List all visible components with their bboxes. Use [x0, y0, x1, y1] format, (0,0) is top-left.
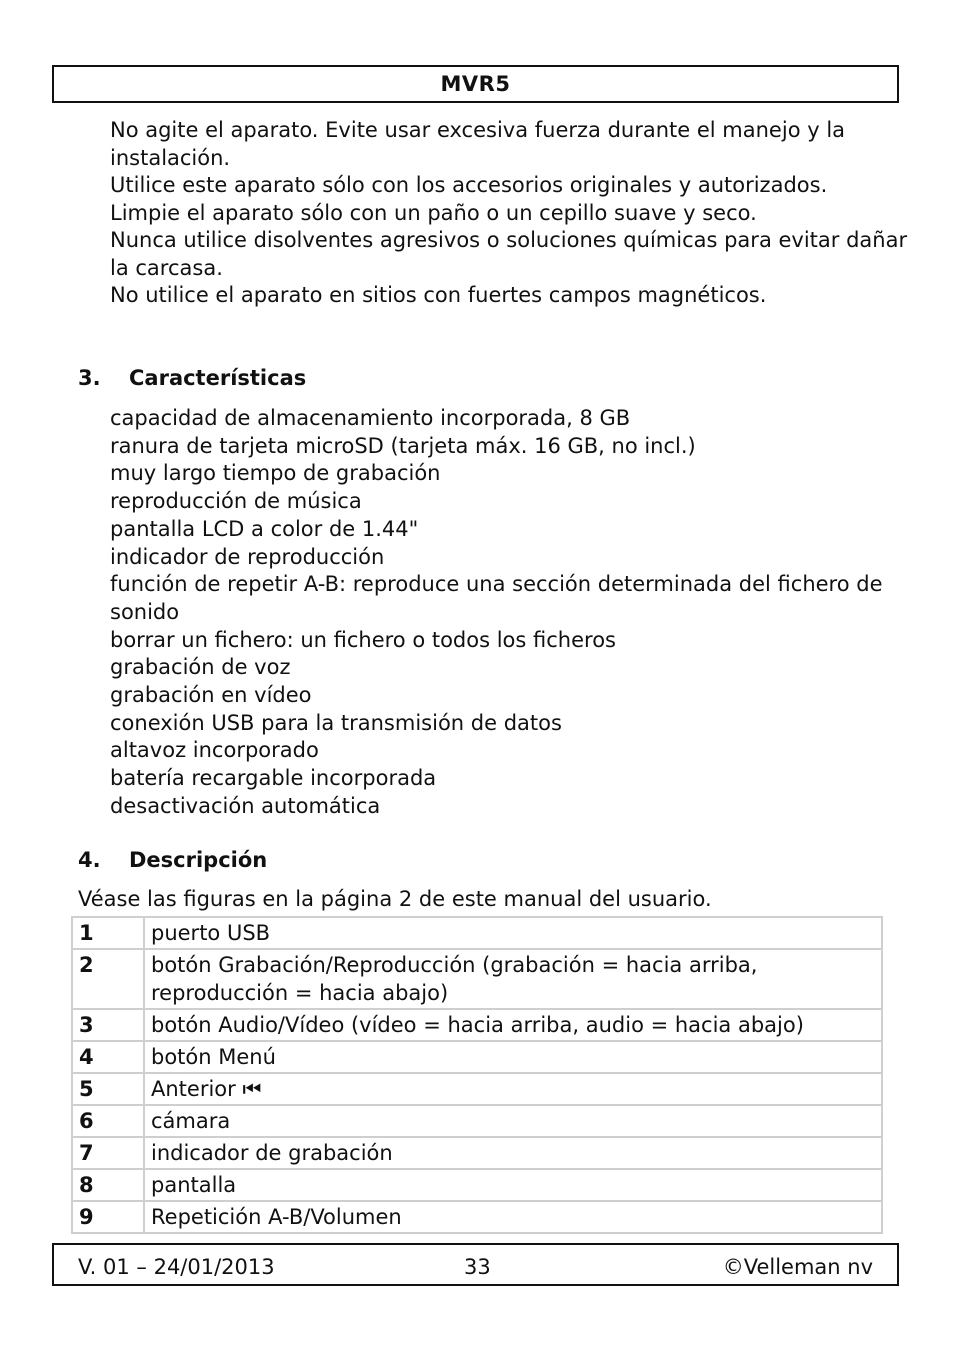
features-list — [110, 405, 900, 821]
parts-table — [71, 916, 883, 1234]
table-row — [72, 1169, 882, 1201]
safety-notes — [110, 117, 910, 310]
part-label: puerto USB — [144, 917, 882, 949]
feature-item: pantalla LCD a color de 1.44" — [110, 516, 419, 541]
part-number: 2 — [72, 949, 144, 1009]
page-footer — [52, 1243, 899, 1286]
section-title: Características — [129, 366, 307, 390]
table-row — [72, 1137, 882, 1169]
section-heading-features — [78, 366, 306, 390]
feature-item: capacidad de almacenamiento incorporada, 8 GB — [110, 406, 631, 430]
safety-note: Limpie el aparato sólo con un paño o un cepillo suave y seco. — [110, 200, 757, 225]
part-number: 4 — [72, 1041, 144, 1073]
part-number: 6 — [72, 1105, 144, 1137]
part-label: botón Menú — [144, 1041, 882, 1073]
feature-item: desactivación automática — [110, 793, 381, 818]
part-number: 3 — [72, 1009, 144, 1041]
section-number: 4. — [78, 848, 101, 872]
section-heading-description — [78, 848, 267, 872]
part-number: 1 — [72, 917, 144, 949]
feature-item: ranura de tarjeta microSD (tarjeta máx. 16 GB, no incl.) — [110, 433, 696, 458]
feature-item: grabación en vídeo — [110, 683, 312, 708]
table-row — [72, 949, 882, 1009]
safety-note: Nunca utilice disolventes agresivos o soluciones químicas para evitar dañar la carcasa. — [110, 228, 908, 280]
part-number: 7 — [72, 1137, 144, 1169]
safety-note: Utilice este aparato sólo con los accesorios originales y autorizados. — [110, 173, 828, 197]
safety-note: No utilice el aparato en sitios con fuertes campos magnéticos. — [110, 283, 767, 307]
part-label: cámara — [144, 1105, 882, 1137]
section-title: Descripción — [129, 848, 268, 872]
part-number: 8 — [72, 1169, 144, 1201]
safety-note: No agite el aparato. Evite usar excesiva fuerza durante el manejo y la instalación. — [110, 118, 846, 170]
feature-item: reproducción de música — [110, 489, 362, 514]
part-label: pantalla — [144, 1169, 882, 1201]
table-row — [72, 917, 882, 949]
page-header — [52, 65, 899, 103]
feature-item: conexión USB para la transmisión de datos — [110, 710, 562, 735]
part-label: Repetición A-B/Volumen — [144, 1201, 882, 1233]
part-label: botón Grabación/Reproducción (grabación = hacia arriba, reproducción = hacia abajo) — [144, 949, 882, 1009]
page-number: 33 — [464, 1255, 491, 1279]
table-row — [72, 1073, 882, 1105]
table-row — [72, 1041, 882, 1073]
part-label: Anterior ⏮ — [144, 1073, 882, 1105]
version-date: V. 01 – 24/01/2013 — [78, 1255, 275, 1279]
feature-item: indicador de reproducción — [110, 544, 385, 569]
part-number: 9 — [72, 1201, 144, 1233]
part-label: indicador de grabación — [144, 1137, 882, 1169]
feature-item: grabación de voz — [110, 655, 291, 680]
part-label: botón Audio/Vídeo (vídeo = hacia arriba, audio = hacia abajo) — [144, 1009, 882, 1041]
feature-item: altavoz incorporado — [110, 738, 319, 763]
table-row — [72, 1201, 882, 1233]
part-number: 5 — [72, 1073, 144, 1105]
table-row — [72, 1009, 882, 1041]
document-title: MVR5 — [440, 72, 511, 96]
feature-item: borrar un fichero: un fichero o todos los ficheros — [110, 627, 616, 652]
section-number: 3. — [78, 366, 101, 390]
feature-item: función de repetir A-B: reproduce una sección determinada del fichero de sonido — [110, 572, 883, 624]
description-intro: Véase las figuras en la página 2 de este manual del usuario. — [78, 887, 712, 911]
feature-item: muy largo tiempo de grabación — [110, 461, 441, 486]
table-row — [72, 1105, 882, 1137]
copyright: ©Velleman nv — [722, 1255, 873, 1279]
feature-item: batería recargable incorporada — [110, 766, 437, 791]
